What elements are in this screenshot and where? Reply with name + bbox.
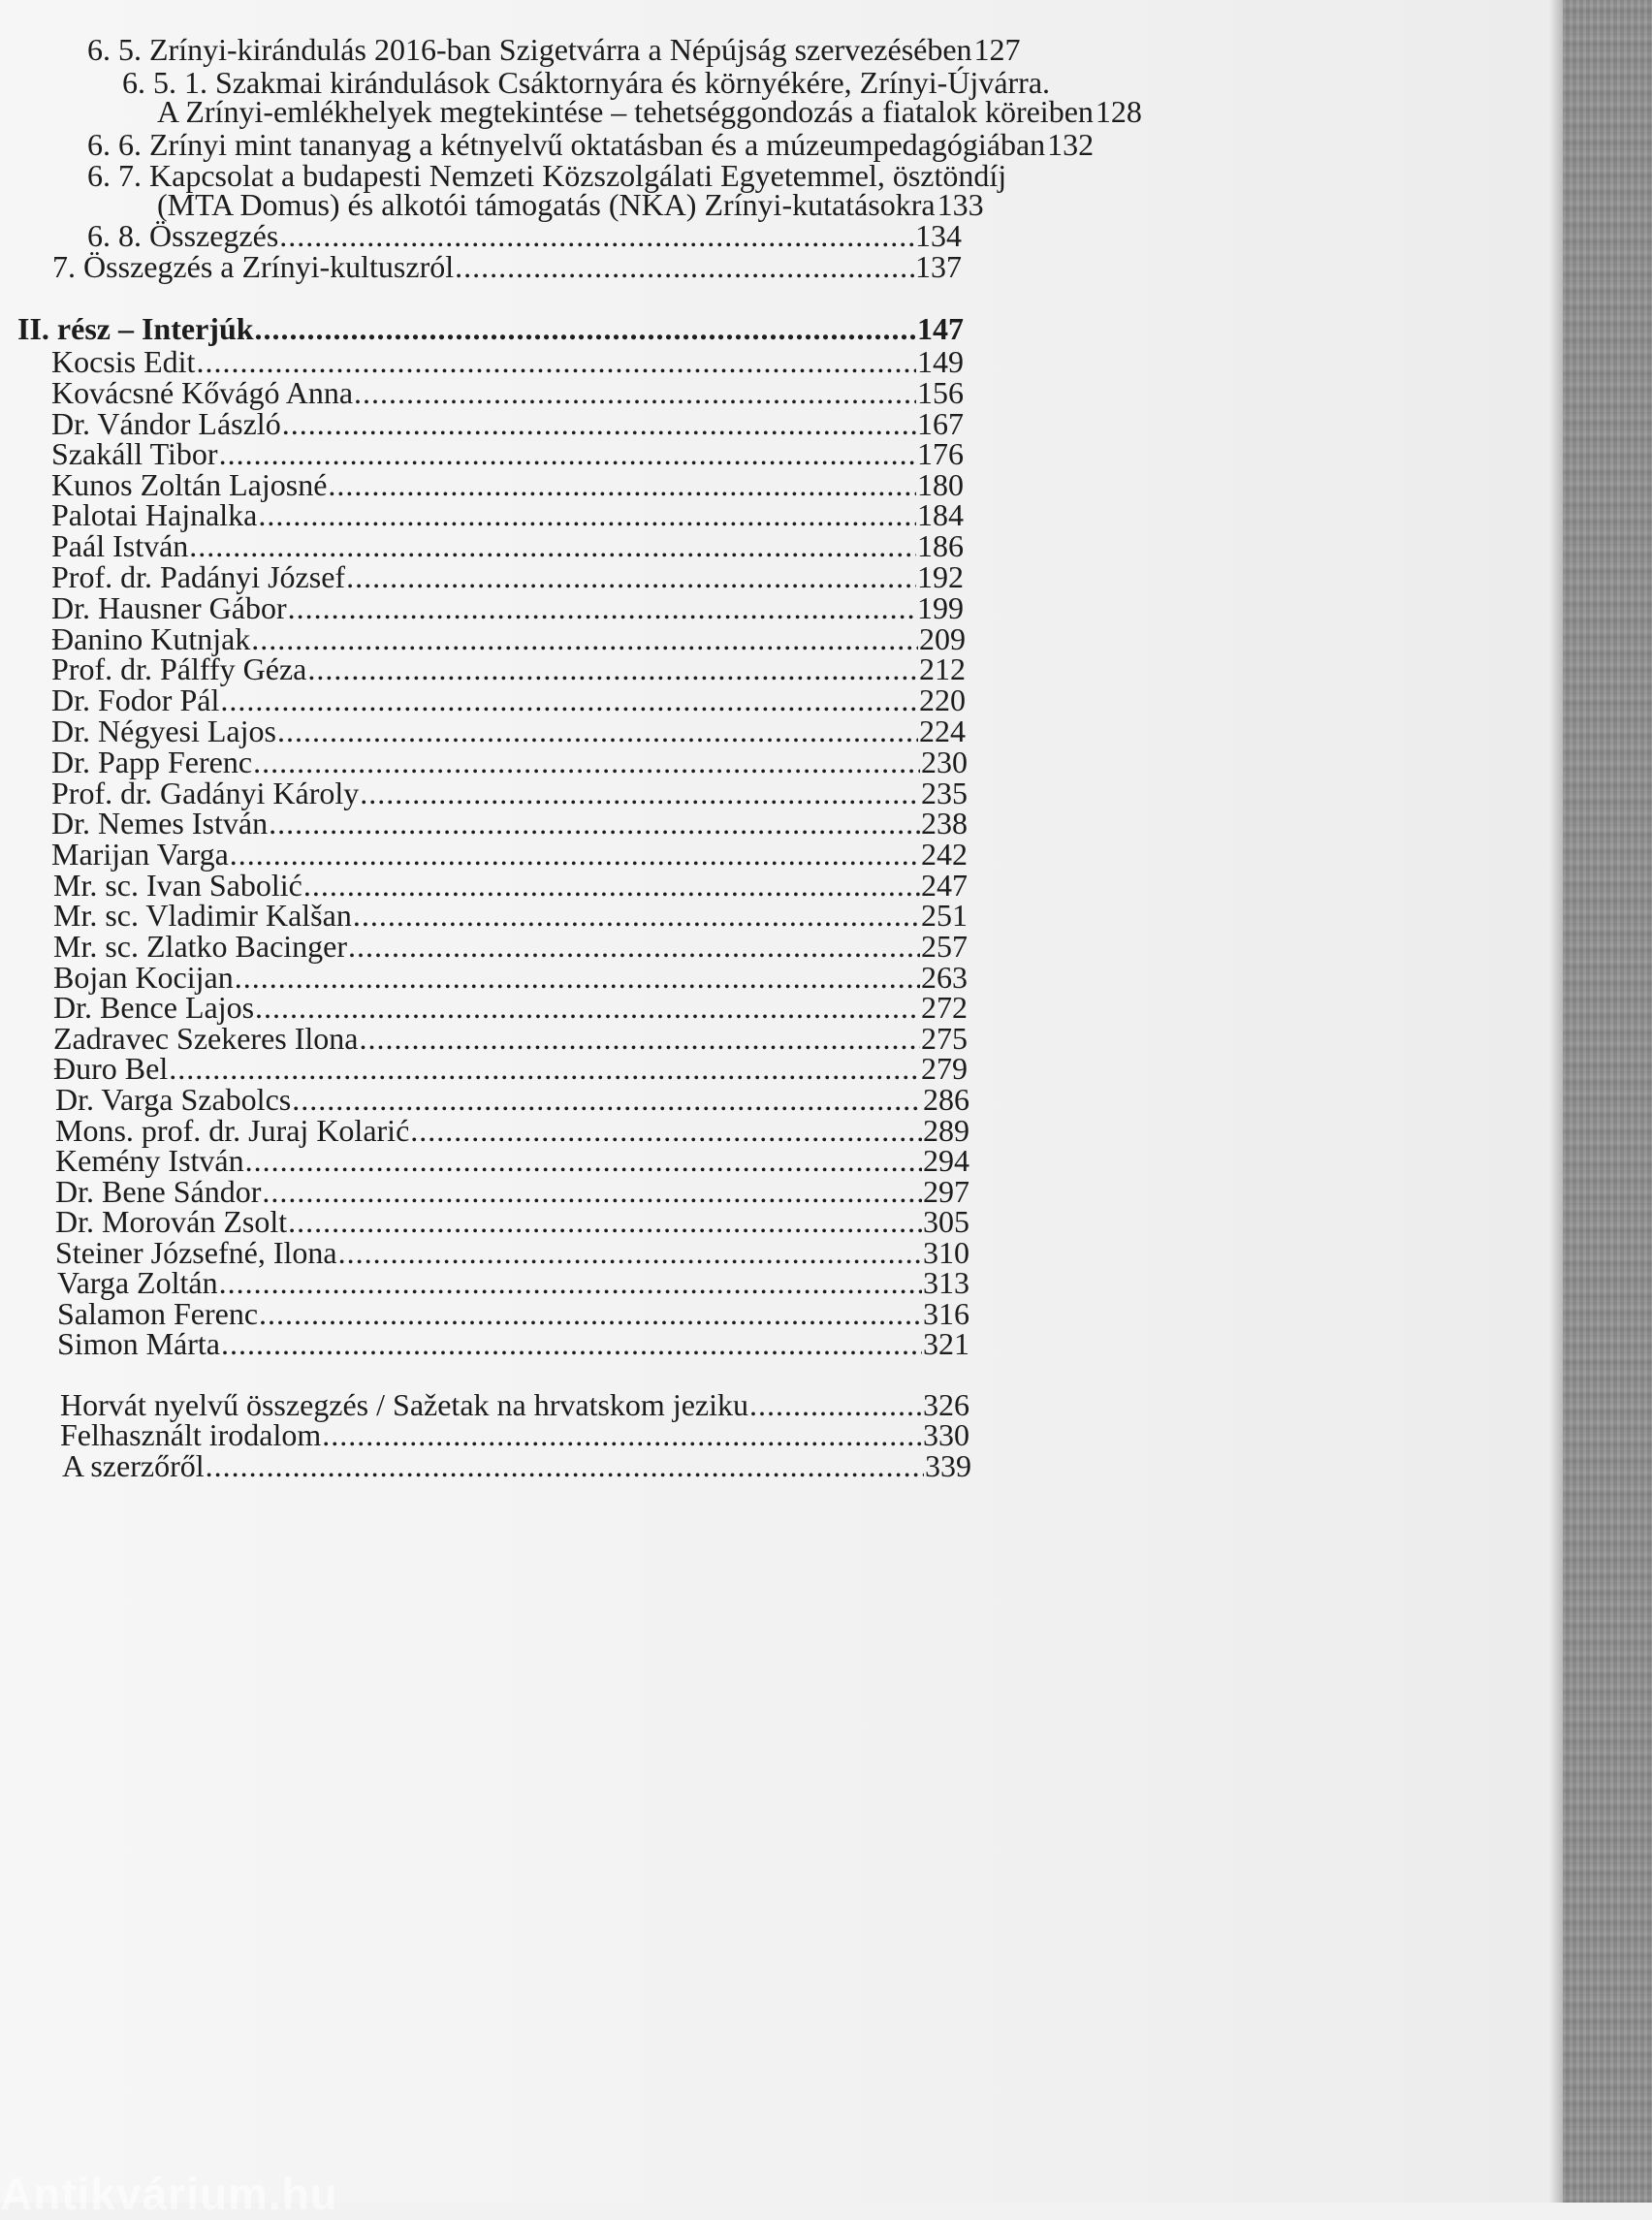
toc-entry-6-5 [87,31,1021,68]
toc-entry-page: 128 [1095,94,1142,129]
page-edge-shadow [1549,0,1563,2203]
toc-entry-title: A Zrínyi-emlékhelyek megtekintése – tehetséggondozás a fiatalok köreiben [157,94,1094,129]
toc-entry-page: 339 [925,1448,971,1483]
toc-entry-6-7-line1: 6. 7. Kapcsolat a budapesti Nemzeti Közszolgálati Egyetemmel, ösztöndíj [87,158,1007,193]
toc-entry-page: 134 [915,218,962,253]
toc-entry-page: 127 [973,32,1021,67]
interviewee-name: Salamon Ferenc [57,1296,259,1331]
dot-leader [255,310,916,347]
interviewee-name: Kocsis Edit [51,344,196,379]
toc-entry-page: 242 [921,837,968,872]
toc-entry-title: 6. 5. Zrínyi-kirándulás 2016-ban Szigetvárra a Népújság szervezésében [87,32,972,67]
toc-entry-page: 286 [923,1082,969,1117]
interviewee-name: Kemény István [55,1143,244,1178]
interviewee-name: Dr. Nemes István [51,806,269,840]
toc-entry-title: (MTA Domus) és alkotói támogatás (NKA) Zrínyi-kutatásokra [157,187,936,222]
interviewee-name: Mr. sc. Ivan Sabolić [53,868,302,903]
toc-entry-title: Horvát nyelvű összegzés / Sažetak na hrvatskom jeziku [60,1387,748,1422]
interviewee-name: Szakáll Tibor [51,436,218,471]
toc-entry-page: 247 [921,868,968,903]
watermark-text: Antikvárium.hu [0,2169,338,2219]
interviewee-name: Dr. Fodor Pál [51,682,220,717]
toc-entry-page: 263 [921,960,968,995]
toc-entry-page: 156 [917,375,964,410]
toc-entry-page: 184 [917,497,964,532]
interviewee-name: Marijan Varga [51,837,229,872]
interviewee-name: Prof. dr. Gadányi Károly [51,776,360,810]
toc-entry-title: 6. 6. Zrínyi mint tananyag a kétnyelvű oktatásban és a múzeumpedagógiában [87,127,1046,162]
interviewee-name: Varga Zoltán [57,1265,218,1300]
interviewee-name: Simon Márta [57,1326,220,1361]
interviewee-name: Đanino Kutnjak [51,621,251,656]
interviewee-name: Mr. sc. Zlatko Bacinger [53,929,348,964]
toc-entry-title: 6. 8. Összegzés [87,218,279,253]
toc-interview-entry [57,1325,969,1362]
toc-entry-page: 257 [921,929,968,964]
toc-entry-page: 235 [921,776,968,810]
toc-entry-page: 186 [917,528,964,563]
interviewee-name: Kovácsné Kővágó Anna [51,375,354,410]
toc-entry-page: 313 [923,1265,969,1300]
toc-entry-page: 275 [921,1021,968,1056]
toc-entry-page: 199 [917,590,964,625]
toc-appendix-entry [62,1447,971,1484]
toc-entry-page: 316 [923,1296,969,1331]
toc-entry-page: 180 [917,467,964,502]
toc-entry-page: 132 [1047,127,1095,162]
toc-entry-title: 7. Összegzés a Zrínyi-kultuszról [52,249,455,284]
toc-entry-page: 192 [917,559,964,594]
toc-part-2-heading [17,310,964,347]
interviewee-name: Đuro Bel [53,1051,169,1086]
toc-entry-page: 251 [921,898,968,933]
toc-entry-page: 209 [919,621,966,656]
toc-entry-6-5-1-line1: 6. 5. 1. Szakmai kirándulások Csáktornyára és környékére, Zrínyi-Újvárra. [122,65,1051,100]
interviewee-name: Palotai Hajnalka [51,497,258,532]
interviewee-name: Prof. dr. Padányi József [51,559,346,594]
toc-entry-page: 279 [921,1051,968,1086]
interviewee-name: Mr. sc. Vladimir Kalšan [53,898,352,933]
toc-entry-page: 167 [917,406,964,441]
toc-entry-page: 149 [917,344,964,379]
toc-entry-page: 238 [921,806,968,840]
interviewee-name: Kunos Zoltán Lajosné [51,467,328,502]
interviewee-name: Dr. Varga Szabolcs [55,1082,292,1117]
toc-entry-page: 230 [921,745,968,779]
interviewee-name: Dr. Négyesi Lajos [51,714,276,748]
toc-entry-page: 294 [923,1143,969,1178]
toc-entry-title: A szerzőről [62,1448,205,1483]
toc-entry-title: Felhasznált irodalom [60,1417,322,1452]
toc-entry-page: 272 [921,990,968,1025]
toc-entry-6-5-1 [157,93,1142,130]
interviewee-name: Bojan Kocijan [53,960,234,995]
interviewee-name: Steiner Józsefné, Ilona [55,1235,337,1270]
interviewee-name: Paál István [51,528,189,563]
toc-entry-title: II. rész – Interjúk [17,311,254,346]
interviewee-name: Dr. Morován Zsolt [55,1204,288,1239]
toc-entry-page: 137 [915,249,962,284]
toc-entry-page: 297 [923,1174,969,1209]
toc-entry-page: 133 [937,187,984,222]
background-surface [1563,0,1652,2203]
interviewee-name: Dr. Bence Lajos [53,990,255,1025]
interviewee-name: Dr. Bene Sándor [55,1174,262,1209]
toc-entry-page: 176 [917,436,964,471]
dot-leader [206,1447,924,1484]
toc-entry-page: 326 [923,1387,969,1422]
toc-entry-page: 330 [923,1417,969,1452]
interviewee-name: Dr. Papp Ferenc [51,745,253,779]
toc-entry-page: 224 [919,714,966,748]
dot-leader [221,1325,922,1362]
toc-entry-page: 220 [919,682,966,717]
toc-entry-page: 305 [923,1204,969,1239]
interviewee-name: Prof. dr. Pálffy Géza [51,651,307,686]
interviewee-name: Dr. Hausner Gábor [51,590,287,625]
toc-entry-page: 212 [919,651,966,686]
toc-entry-page: 289 [923,1113,969,1148]
toc-entry-7 [52,248,962,285]
toc-entry-page: 321 [923,1326,969,1361]
toc-entry-page: 310 [923,1235,969,1270]
interviewee-name: Mons. prof. dr. Juraj Kolarić [55,1113,410,1148]
interviewee-name: Zadravec Szekeres Ilona [53,1021,359,1056]
toc-entry-page: 147 [917,311,964,346]
dot-leader [455,248,914,285]
interviewee-name: Dr. Vándor László [51,406,281,441]
